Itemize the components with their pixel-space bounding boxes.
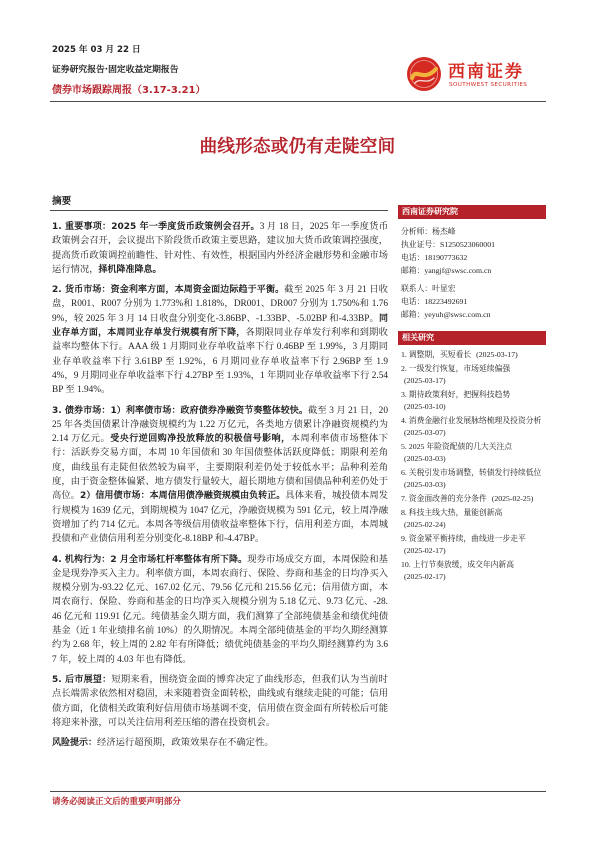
related-research-item	[401, 559, 546, 583]
related-research-title: 10. 上行节奏放缓，成交年内新高	[401, 559, 515, 569]
analyst-phone: 电话：18190773632	[401, 253, 468, 262]
related-research-item	[401, 507, 546, 531]
summary-bold-run: 受央行逆回购净投放释放的积极信号影响，	[110, 434, 291, 445]
summary-text-run: 短期来看，围绕资金面的博弈决定了曲线形态，但我们认为当前时点长端需求依然相对稳固，未来随着资金面转松，曲线或有继续走陡的可能；信用债方面，化债相关政策利好信用债市场基调不变，信用债在资金面有所转松后可能将迎来补涨，可以关注信用利差压缩的潜在投资机会。	[52, 674, 388, 728]
analyst-email: 邮箱：yangjf@swsc.com.cn	[401, 266, 492, 275]
logo-english-name: SOUTHWEST SECURITIES	[449, 82, 528, 88]
summary-paragraph	[52, 673, 388, 730]
company-logo	[406, 52, 548, 98]
related-research-title: 8. 科技主线大热，量能创新高	[401, 507, 503, 517]
header-divider	[50, 101, 546, 102]
logo-chinese-name: 西南证券	[448, 62, 524, 82]
summary-bold-run: 5. 后市展望：	[52, 674, 112, 685]
contact-email: 邮箱：yeyuh@swsc.com.cn	[401, 310, 491, 319]
summary-bold-run: 择机降准降息。	[98, 264, 162, 275]
contact-phone: 电话：18223492691	[401, 297, 468, 306]
summary-bold-run: 2）信用债市场：本周信用债净融资规模由负转正。	[80, 491, 286, 502]
related-research-date: (2025-03-17)	[476, 349, 518, 359]
summary-bold-run: 1. 重要事项：2025 年一季度货币政策例会召开。	[52, 222, 260, 232]
summary-paragraph	[52, 553, 388, 667]
summary-text-run: 现券市场成交方面，本周保险和基金是现券净买入主力。利率债方面，本周农商行、保险、券商和基金的日均净买入规模分别为-93.22 亿元、167.02 亿元、79.56 亿元和 215.56 亿元；信用债方面，本周农商行、保险、券商和基金的日均净买入规模分别为 5.18 亿元、9.73 亿元、-28.46 亿元和 119.91 亿元。纯债基金久期方面，我们测算了全部纯债基金和绩优纯债基金（近 1 年业绩排名前 10%）的久期情况。本周全部纯债基金的平均久期经测算约为 2.68 年，较上周的 2.82 年有所降低；绩优纯债基金的平均久期经测算约为 3.67 年，较上周的 4.03 年也有降低。	[52, 554, 388, 665]
related-research-date: (2025-02-24)	[404, 519, 446, 529]
related-research-title: 9. 资金紧平衡持续，曲线进一步走平	[401, 533, 526, 543]
contact-info	[398, 282, 546, 321]
footer-disclaimer: 请务必阅读正文后的重要声明部分	[52, 797, 181, 807]
page-title: 曲线形态或仍有走陡空间	[199, 137, 396, 157]
summary-section	[50, 193, 388, 756]
related-research-title: 1. 调整期，买短看长	[401, 349, 472, 359]
summary-text-run: 截至 2025 年 3 月 21 日收盘，R001、R007 分别为 1.773%和 1.818%，DR001、DR007 分别为 1.750%和 1.769%，较 2025 年 3 月 14 日收盘分别变化-3.86BP、-1.33BP、-5.02BP 和-4.33BP。	[52, 285, 388, 324]
related-research-list	[398, 349, 546, 583]
related-research-date: (2025-02-17)	[404, 545, 446, 555]
related-research-banner: 相关研究	[398, 331, 546, 345]
summary-heading: 摘要	[50, 193, 388, 211]
summary-text-run: 各期限同业存单发行利率和到期收益率均整体下行。AAA 级 1 月期同业存单收益率下行 0.46BP 至 1.99%，3 月期同业存单收益率下行 3.61BP 至 1.92%，6 月期同业存单收益率下行 2.96BP 至 1.94%，9 月期同业存单收益率下行 4.27BP 至 1.93%，1 年期同业存单收益率下行 2.54BP 至 1.94%。	[52, 328, 388, 396]
summary-bold-run: 3. 债券市场：1）利率债市场：政府债券净融资节奏整体较快。	[52, 405, 309, 416]
related-research-item	[401, 415, 546, 439]
summary-paragraph	[52, 220, 388, 277]
summary-bold-run: 4. 机构行为：2 月全市场杠杆率整体有所下降。	[52, 554, 248, 565]
analyst-license: 执业证号：S1250523060001	[401, 240, 495, 249]
analyst-info	[398, 225, 546, 277]
summary-body	[50, 220, 388, 730]
related-research-title: 7. 资金面改善的充分条件	[401, 493, 487, 503]
related-research-title: 5. 2025 年险资配债的几大关注点	[401, 441, 513, 451]
related-research-date: (2025-03-10)	[404, 401, 446, 411]
related-research-item	[401, 533, 546, 557]
report-date: 2025 年 03 月 22 日	[52, 45, 141, 55]
related-research-title: 4. 消费金融行业发展脉络梳理及投资分析	[401, 415, 542, 425]
summary-paragraph	[52, 283, 388, 397]
sidebar	[398, 205, 546, 585]
contact-name: 联系人：叶显宏	[401, 284, 456, 293]
institute-banner: 西南证券研究院	[398, 205, 546, 219]
report-type: 证券研究报告·固定收益定期报告	[52, 65, 179, 75]
summary-bold-run: 同业存单方面，本周同业存单发行规模有所下降，	[52, 313, 388, 339]
related-research-title: 6. 关税引发市场调整，转债发行持续低位	[401, 467, 542, 477]
related-research-item	[401, 389, 546, 413]
related-research-title: 3. 期待政策利好，把握科技趋势	[401, 389, 511, 399]
summary-bold-run: 2. 货币市场：资金利率方面，本周资金面边际趋于平衡。	[52, 285, 285, 296]
related-research-date: (2025-03-17)	[404, 375, 446, 385]
footer-divider	[50, 791, 546, 792]
related-research-date: (2025-03-03)	[404, 453, 446, 463]
related-research-item	[401, 467, 546, 491]
summary-text-run: 具体来看，城投债本周发行规模为 1639 亿元，到期规模为 1047 亿元，净融资规模为 591 亿元，较上周净融资增加了约 714 亿元。本周各等级信用债收益率整体下行，信用利差方面，本周城投债和产业债信用利差分别变化-8.18BP 和-4.47BP。	[52, 491, 388, 545]
related-research-item	[401, 349, 546, 361]
related-research-item	[401, 441, 546, 465]
summary-text-run: 本周利率债市场整体下行：活跃券交易方面，本周 10 年国债和 30 年国债整体活跃度降低；期限利差角度，曲线虽有走陡但依然较为扁平，主要期限利差仍处于较低水平；品种利差角度，由于资金整体偏紧、地方债发行量较大，超长期地方债和国债品种利差仍处于高位。	[52, 434, 388, 502]
related-research-date: (2025-03-03)	[404, 479, 446, 489]
analyst-name: 分析师：杨杰峰	[401, 227, 456, 236]
summary-text-run: 3 月 18 日，2025 年一季度货币政策例会召开，会议提出下阶段货币政策主要思路，建议加大货币政策调控强度，提高货币政策调控前瞻性、针对性、有效性，根据国内外经济金融形势和金融市场运行情况，	[52, 222, 389, 275]
related-research-item	[401, 493, 546, 505]
related-research-item	[401, 363, 546, 387]
report-series-title: 债券市场跟踪周报（3.17-3.21）	[52, 85, 206, 96]
risk-warning	[50, 736, 388, 750]
summary-paragraph	[52, 404, 388, 547]
summary-text-run: 截至 3 月 21 日，2025 年各类国债累计净融资规模约为 1.22 万亿元，各类地方债累计净融资规模约为 2.14 万亿元。	[52, 405, 388, 445]
related-research-date: (2025-02-25)	[491, 493, 534, 503]
swirl-emblem-icon	[406, 56, 442, 92]
risk-text: 经济运行超预期，政策效果存在不确定性。	[97, 738, 274, 749]
related-research-date: (2025-03-07)	[404, 427, 446, 437]
related-research-date: (2025-02-17)	[404, 571, 446, 581]
related-research-title: 2. 一级发行恢复，市场延续偏强	[401, 363, 511, 373]
risk-label: 风险提示：	[52, 738, 98, 749]
